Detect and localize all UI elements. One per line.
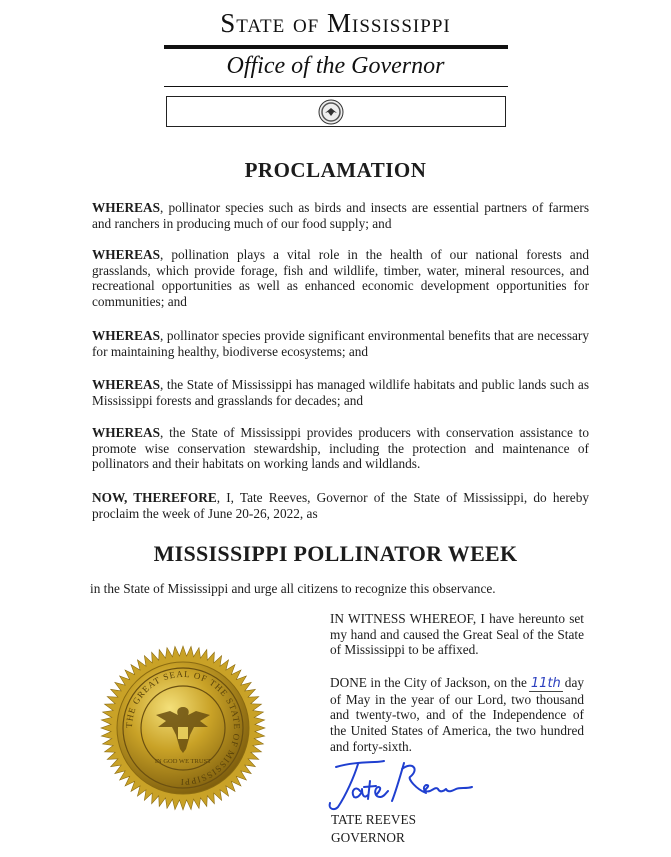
seal-motto: IN GOD WE TRUST [154, 758, 212, 765]
whereas-lead: WHEREAS [92, 200, 160, 215]
office-title: Office of the Governor [226, 53, 445, 79]
state-title: State of Mississippi [220, 8, 451, 38]
urge-text: in the State of Mississippi and urge all citizens to recognize this observance. [90, 581, 496, 596]
done-paragraph [330, 675, 584, 755]
done-text-before: DONE in the City of Jackson, on the [330, 675, 527, 690]
whereas-lead: WHEREAS [92, 377, 160, 392]
whereas-paragraph-3 [92, 328, 589, 359]
whereas-paragraph-1 [92, 200, 589, 231]
whereas-lead: WHEREAS [92, 328, 160, 343]
done-text-after: day of May in the year of our Lord, two thousand and twenty-two, and of the Independence of the United States of America, the two hundred and forty-sixth. [330, 675, 584, 754]
signature [316, 755, 476, 815]
pollinator-week-title: MISSISSIPPI POLLINATOR WEEK [153, 541, 518, 566]
header-thin-rule [164, 86, 508, 87]
whereas-text: , pollinator species provide significant environmental benefits that are necessary for maintaining healthy, biodiverse ecosystems; and [92, 328, 589, 359]
great-seal-gold [100, 645, 266, 811]
signer-name: TATE REEVES [331, 812, 416, 827]
now-therefore-paragraph [92, 490, 589, 521]
witness-paragraph: IN WITNESS WHEREOF, I have hereunto set my hand and caused the Great Seal of the State of Mississippi to be affixed. [330, 611, 584, 658]
whereas-paragraph-2 [92, 247, 589, 310]
whereas-lead: WHEREAS [92, 247, 160, 262]
whereas-text: , pollination plays a vital role in the health of our national forests and grasslands, which provide forage, fish and wildlife, timber, water, mineral resources, and recreational opportunities as well as enhanced economic development opportunities for communities; and [92, 247, 589, 310]
now-therefore-text: , I, Tate Reeves, Governor of the State of Mississippi, do hereby proclaim the week of June 20-26, 2022, as [92, 490, 589, 521]
whereas-text: , pollinator species such as birds and insects are essential partners of farmers and ranchers in producing much of our food supply; and [92, 200, 589, 231]
whereas-paragraph-5 [92, 425, 589, 472]
whereas-text: , the State of Mississippi has managed wildlife habitats and public lands such as Mississippi forests and grasslands for decades; and [92, 377, 589, 408]
signer-title: GOVERNOR [331, 830, 405, 845]
handwritten-day: 11th [530, 676, 561, 691]
whereas-lead: WHEREAS [92, 425, 160, 440]
seal-ring-text: THE GREAT SEAL OF THE STATE OF MISSISSIPPI [123, 668, 243, 788]
header-seal-icon [318, 99, 344, 125]
whereas-text: , the State of Mississippi provides producers with conservation assistance to promote wise conservation stewardship, including the protection and maintenance of pollinators and their habitats on working lands and wildlands. [92, 425, 589, 472]
whereas-paragraph-4 [92, 377, 589, 408]
proclamation-title: PROCLAMATION [244, 158, 427, 182]
header-thick-rule [164, 45, 508, 49]
now-therefore-lead: NOW, THEREFORE [92, 490, 217, 505]
